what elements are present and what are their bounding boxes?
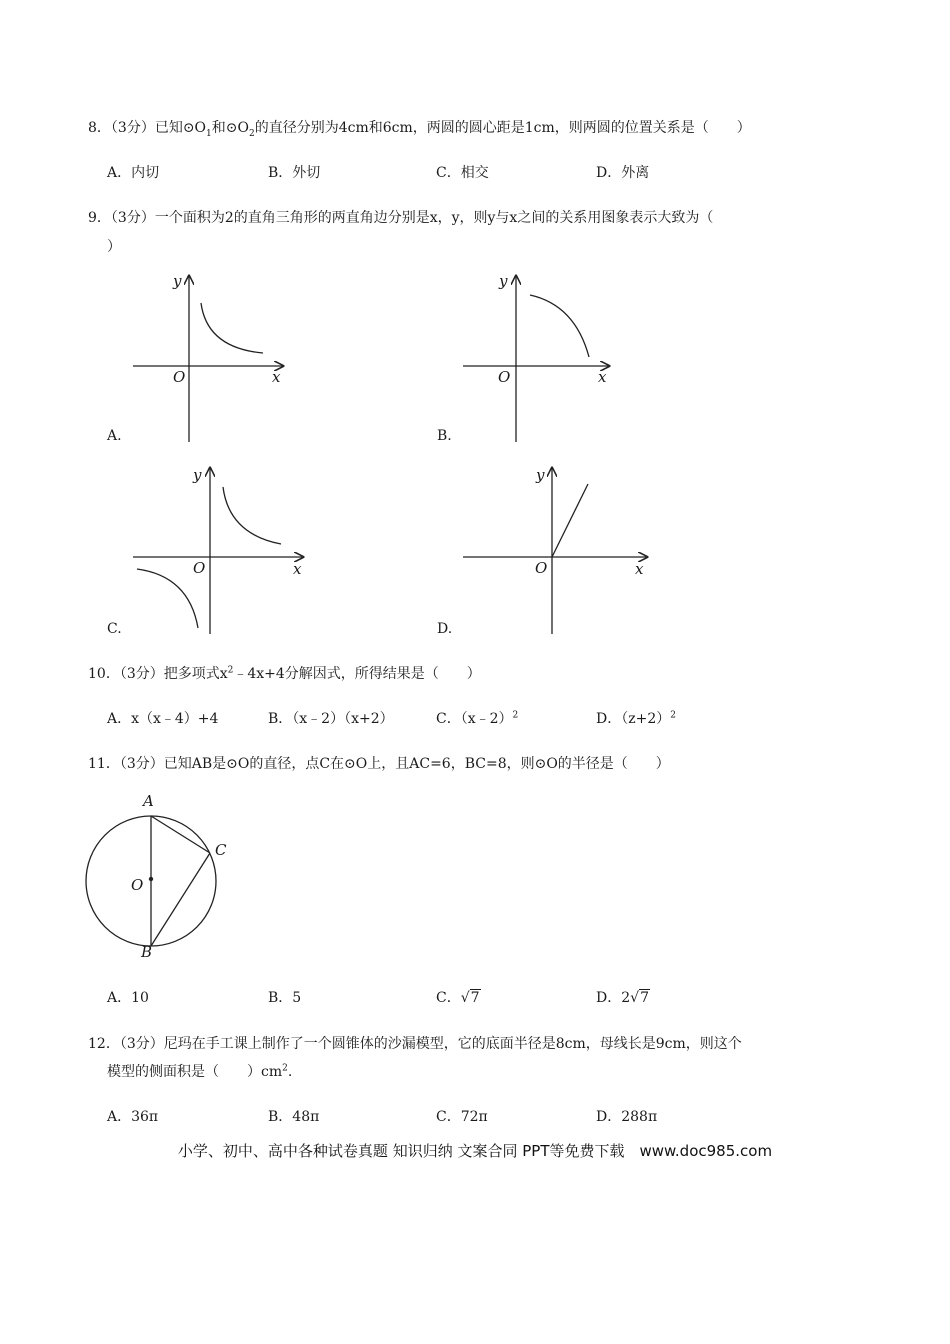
sqrt-symbol: √7: [630, 990, 649, 1006]
x-axis-label: x: [598, 368, 607, 386]
origin-label: O: [498, 368, 511, 386]
q12-option-b[interactable]: B．48π: [268, 1109, 320, 1125]
q9-option-a[interactable]: A.: [107, 428, 122, 444]
center-o-label: O: [131, 876, 144, 894]
point-c-label: C: [215, 841, 227, 859]
y-axis-label: y: [499, 272, 508, 290]
q11-option-b[interactable]: B．5: [268, 990, 302, 1006]
x-axis-label: x: [635, 560, 644, 578]
q11-option-c[interactable]: C．√7: [436, 990, 480, 1006]
x-axis-label: x: [293, 560, 302, 578]
q10-option-b[interactable]: B．（x﹣2）（x+2）: [268, 711, 394, 727]
q8-option-d[interactable]: D．外离: [596, 165, 650, 181]
graph-a: [125, 270, 295, 445]
footer-banner[interactable]: 小学、初中、高中各种试卷真题 知识归纳 文案合同 PPT等免费下载 www.doc985.com: [177, 1142, 773, 1160]
question-12-stem: 12．（3分）尼玛在手工课上制作了一个圆锥体的沙漏模型，它的底面半径是8cm，母线长是9cm，则这个: [88, 1036, 742, 1052]
y-axis-label: y: [173, 272, 182, 290]
q11-option-d[interactable]: D．2√7: [596, 990, 649, 1006]
q8-option-a[interactable]: A．内切: [107, 165, 160, 181]
y-axis-label: y: [536, 466, 545, 484]
graph-c: [125, 462, 315, 637]
origin-label: O: [535, 559, 548, 577]
curve: [201, 303, 263, 353]
question-9-stem-cont: ）: [107, 239, 121, 255]
y-axis-label: y: [193, 466, 202, 484]
q12-option-a[interactable]: A．36π: [107, 1109, 159, 1125]
point-b-label: B: [141, 943, 153, 961]
q10-option-c[interactable]: C．（x﹣2）$^2$: [436, 710, 519, 727]
graph-b: [455, 270, 625, 445]
q8-option-c[interactable]: C．相交: [436, 165, 489, 181]
origin-label: O: [193, 559, 206, 577]
question-11-stem: 11．（3分）已知AB是⊙O的直径，点C在⊙O上，且AC=6，BC=8，则⊙O的半径是（ ）: [88, 756, 670, 772]
q12-option-c[interactable]: C．72π: [436, 1109, 488, 1125]
question-12-stem-cont: 模型的侧面积是（ ）$cm^2$.: [107, 1063, 293, 1080]
q10-option-a[interactable]: A．x（x﹣4）+4: [107, 711, 219, 727]
q8-option-b[interactable]: B．外切: [268, 165, 321, 181]
x-axis-label: x: [272, 368, 281, 386]
question-8-stem: 8．（3分）已知$⊙O_1$和$⊙O_2$的直径分别为4cm和6cm，两圆的圆心距是1cm，则两圆的位置关系是（ ）: [88, 120, 751, 139]
q10-option-d[interactable]: D．$(z+2)^2$: [596, 710, 676, 727]
q12-option-d[interactable]: D．288π: [596, 1109, 658, 1125]
origin-label: O: [173, 368, 186, 386]
sqrt-symbol: √7: [460, 990, 480, 1006]
q9-option-c[interactable]: C.: [107, 621, 122, 637]
q11-option-a[interactable]: A．10: [107, 990, 149, 1006]
q9-option-d[interactable]: D.: [437, 621, 453, 637]
graph-d: [455, 462, 655, 637]
circle-figure: [80, 790, 240, 965]
question-9-stem: 9．（3分）一个面积为2的直角三角形的两直角边分别是x，y，则y与x之间的关系用图象表示大致为（: [88, 210, 714, 226]
question-10-stem: 10．（3分）把多项式$x^2﹣4x+4$分解因式，所得结果是（ ）: [88, 665, 481, 682]
q9-option-b[interactable]: B.: [437, 428, 452, 444]
point-a-label: A: [143, 792, 154, 810]
